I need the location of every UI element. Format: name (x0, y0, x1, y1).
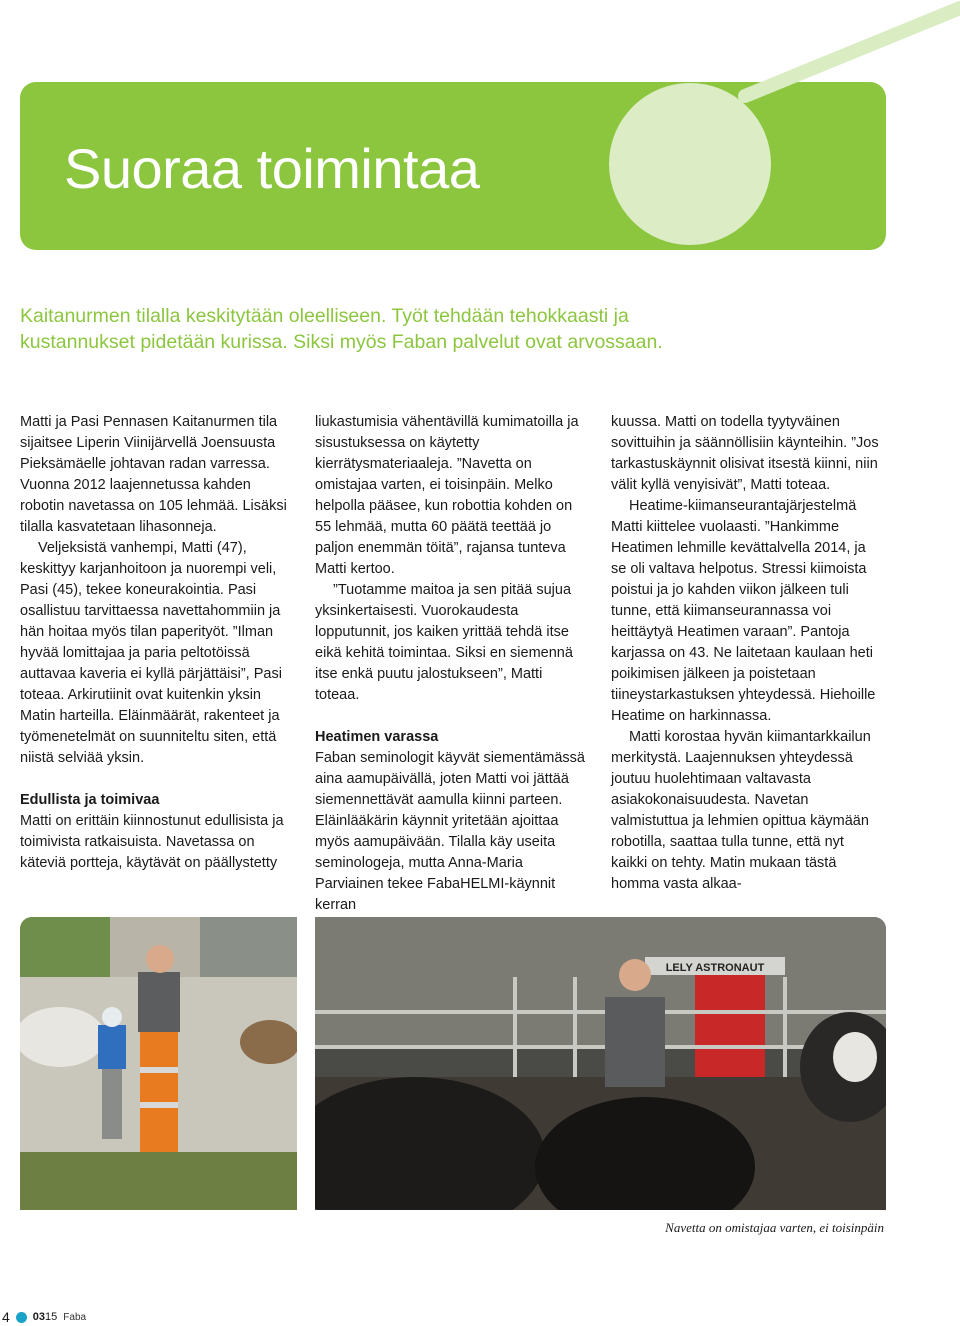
page-title: Suoraa toimintaa (64, 137, 480, 200)
paragraph: liukastumisia vähentävillä kumimatoilla ja sisustuksessa on käytetty kierrätysmateriaaleja. ”Navetta on omistajaa varten, ei toisinpäin. Melko helpolla pääsee, kun robottia kohden on 55 lehmää, mutta 60 päätä teettää jo paljon enemmän töitä”, rajansa tunteva Matti kertoo. (315, 414, 579, 577)
tree-foliage (20, 917, 110, 977)
man-shirt (605, 997, 665, 1087)
photo-farmer-with-child (20, 917, 297, 1210)
paragraph: Veljeksistä vanhempi, Matti (47), keskittyy karjanhoitoon ja nuorempi veli, Pasi (45), tekee koneurakointia. Pasi osallistuu tarvittaessa navettahommiin ja hän hoitaa myös tilan paperityöt. ”Ilman hyvää lomittajaa ja paria peltotöissä auttavaa kaveria ei kyllä pärjättäisi”, Pasi toteaa. Arkirutiinit ovat kuitenkin yksin Matin harteilla. Eläinmäärät, rakenteet ja työmenetelmät on suunniteltu siten, että niistä selviää yksin. (20, 540, 282, 766)
text-column-3 (611, 412, 883, 895)
grass (20, 1152, 297, 1210)
issue-number (33, 1311, 58, 1323)
child-trousers (102, 1069, 122, 1139)
decorative-circle (609, 83, 771, 245)
decorative-stripe (745, 8, 960, 96)
issue-year: 15 (45, 1311, 58, 1323)
man-shirt (138, 972, 180, 1032)
man-trousers (140, 1032, 178, 1152)
footer-dot-icon (16, 1312, 27, 1323)
paragraph: Matti ja Pasi Pennasen Kaitanurmen tila sijaitsee Liperin Viinijärvellä Joensuusta Pieksämäelle johtavan radan varressa. Vuonna 2012 laajennetussa kahden robotin navetassa on 105 lehmää. Lisäksi tilalla kasvatetaan lihasonneja. (20, 414, 287, 535)
paragraph: Heatime-kiimanseurantajärjestelmä Matti kiittelee vuolaasti. ”Hankimme Heatimen lehmille kevättalvella 2014, ja se oli valtava helpotus. Stressi kiimoista poistui ja jo kahden viikon jälkeen tuli tunne, että kiimanseurannassa voi heittäytyä Heatimen varaan”. Pantoja karjassa on 43. Ne laitetaan kaulaan heti poikimisen jälkeen ja poistetaan tiineystarkastuksen yhteydessä. Hiehoille Heatime on harkinnassa. (611, 498, 876, 724)
paragraph: Matti korostaa hyvän kiimantarkkailun merkitystä. Laajennuksen yhteydessä joutuu huolehtimaan valtavasta asiakokonaisuudesta. Navetan valmistuttua ja lehmien opittua käymään robotilla, saattaa tulla tunne, että nyt kaikki on tehty. Matin mukaan tästä homma vasta alkaa- (611, 729, 871, 892)
paragraph: Matti on erittäin kiinnostunut edullisista ja toimivista ratkaisuista. Navetassa on käteviä portteja, käytävät on päällystetty (20, 813, 284, 871)
child-shirt (98, 1025, 126, 1069)
page-number: 4 (2, 1309, 10, 1325)
page-footer (0, 1308, 86, 1326)
photo-barn-interior (315, 917, 886, 1210)
text-column-1 (20, 412, 292, 874)
milking-robot (695, 975, 765, 1085)
child-cap (102, 1007, 122, 1027)
barn-wall (315, 917, 886, 1047)
issue-num: 03 (32, 1311, 46, 1323)
robot-sign-text: LELY ASTRONAUT (665, 962, 765, 974)
paragraph: ”Tuotamme maitoa ja sen pitää sujua yksinkertaisesti. Vuorokaudesta lopputunnit, jos kaiken yrittää tehdä itse eikä kehitä toimintaa. Siksi en siemennä itse enkä puutu jalostukseen”, Matti toteaa. (315, 582, 573, 703)
man-head (146, 945, 174, 973)
text-column-2 (315, 412, 587, 916)
magazine-name: Faba (63, 1311, 87, 1323)
man-head (619, 959, 651, 991)
section-heading-heatimen: Heatimen varassa (315, 729, 439, 745)
paragraph: kuussa. Matti on todella tyytyväinen sovittuihin ja säännöllisiin käynteihin. ”Jos tarkastuskäynnit olisivat itsestä kiinni, niin välit kyllä venyisivät”, Matti toteaa. (611, 414, 879, 493)
paragraph: Faban seminologit käyvät siementämässä aina aamupäivällä, joten Matti voi jättää siemennettävät aamulla kiinni parteen. Eläinlääkärin käynnit yritetään ajoittaa myös aamupäivään. Tilalla käy useita seminologeja, mutta Anna-Maria Parviainen tekee FabaHELMI-käynnit kerran (315, 750, 585, 913)
window-grid (200, 917, 297, 987)
lead-paragraph: Kaitanurmen tilalla keskitytään oleelliseen. Työt tehdään tehokkaasti ja kustannukset pidetään kurissa. Siksi myös Faban palvelut ovat arvossaan. (20, 305, 663, 353)
decorative-circle-graphic (0, 0, 960, 300)
section-heading-edullista: Edullista ja toimivaa (20, 792, 160, 808)
photo-caption: Navetta on omistajaa varten, ei toisinpäin (665, 1220, 884, 1235)
